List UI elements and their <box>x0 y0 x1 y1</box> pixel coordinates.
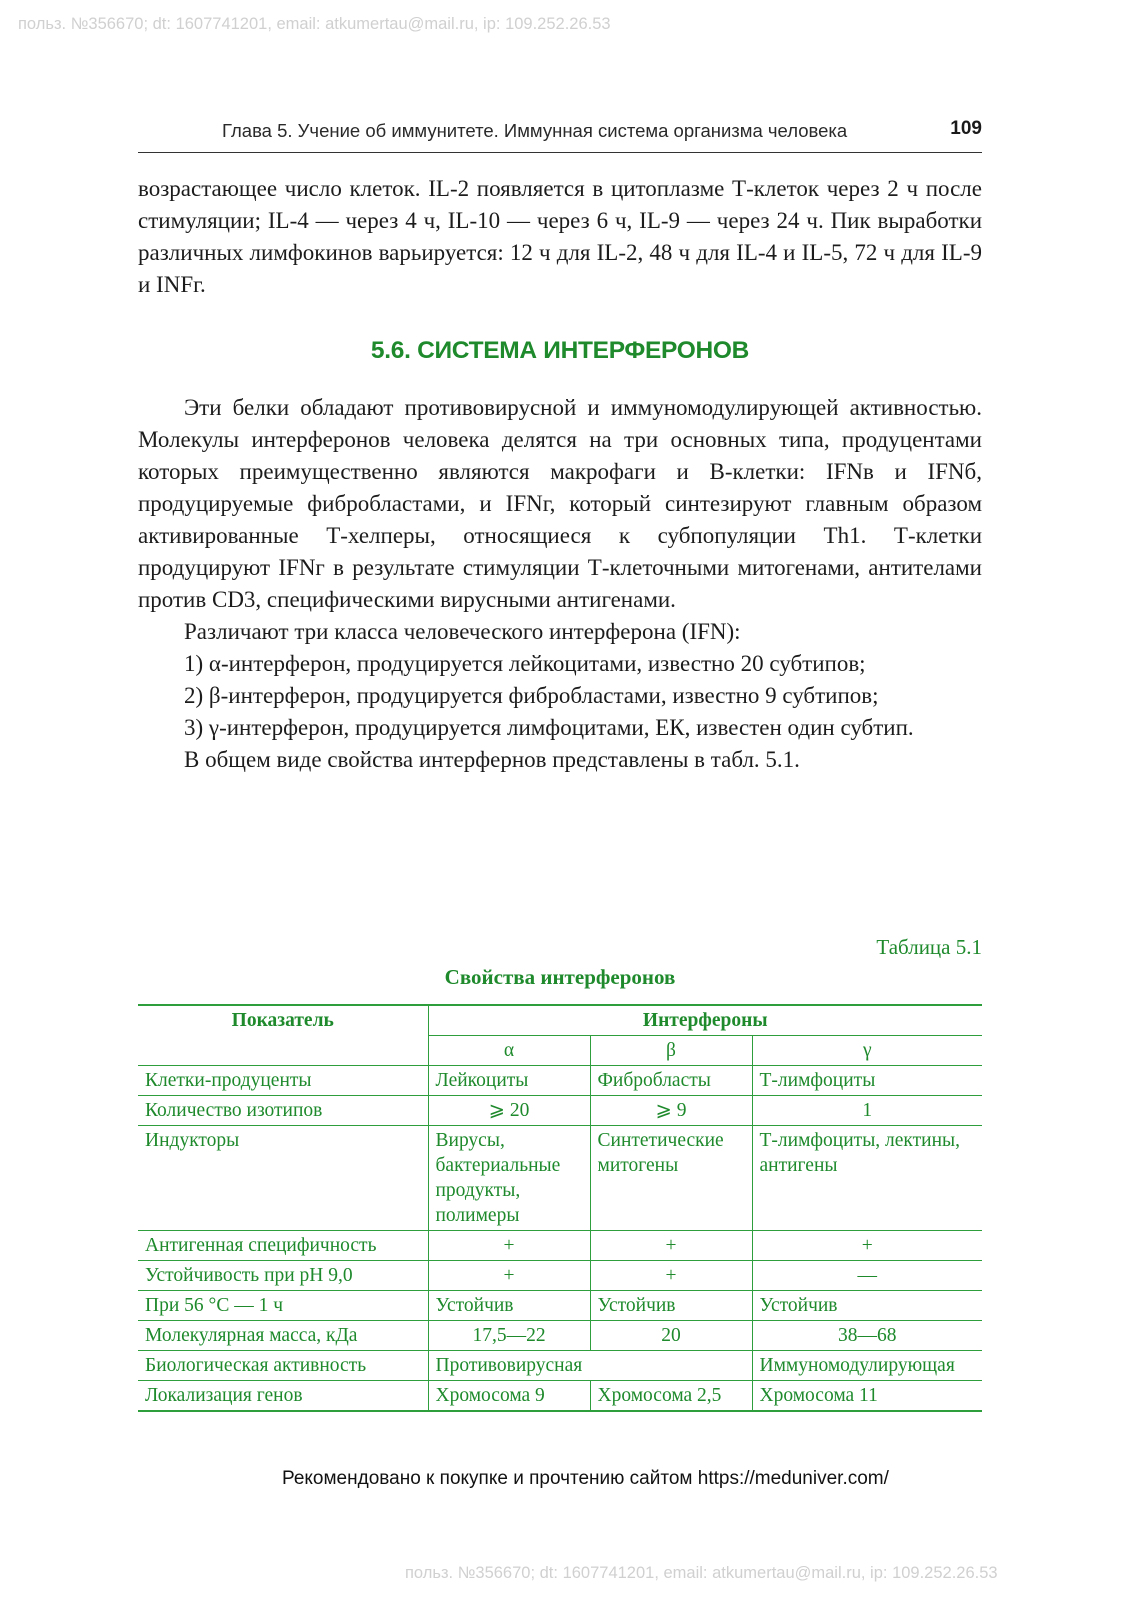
table-row <box>138 1231 982 1261</box>
table-row <box>138 1291 982 1321</box>
intro-paragraph: возрастающее число клеток. IL-2 появляется в цитоплазме Т-клеток через 2 ч после стимуляции; IL-4 — через 4 ч, IL-10 — через 6 ч, IL-9 — через 24 ч. Пик выработки различных лимфокинов варьируется: 12 ч для IL-2, 48 ч для IL-4 и IL-5, 72 ч для IL-9 и INFг. <box>138 176 982 297</box>
cell-beta: Устойчив <box>590 1291 752 1321</box>
cell-alpha: Лейкоциты <box>428 1066 590 1096</box>
cell-beta: Синтетические митогены <box>590 1126 752 1231</box>
cell-gamma: Т-лимфоциты, лектины, антигены <box>752 1126 982 1231</box>
row-label: При 56 °C — 1 ч <box>138 1291 428 1321</box>
cell-gamma: Т-лимфоциты <box>752 1066 982 1096</box>
subheader-beta: β <box>590 1036 752 1066</box>
table-row <box>138 1321 982 1351</box>
table-row <box>138 1381 982 1412</box>
header-interferons: Интерфероны <box>428 1005 982 1036</box>
cell-beta: Фибробласты <box>590 1066 752 1096</box>
cell-alpha: Устойчив <box>428 1291 590 1321</box>
watermark-bottom: польз. №356670; dt: 1607741201, email: atkumertau@mail.ru, ip: 109.252.26.53 <box>405 1564 998 1582</box>
cell-beta: + <box>590 1231 752 1261</box>
table-number: Таблица 5.1 <box>876 935 982 959</box>
classes-paragraph: Различают три класса человеческого интерферона (IFN): <box>184 619 741 644</box>
table-header-row <box>138 1005 982 1036</box>
cell-gamma: + <box>752 1231 982 1261</box>
intro-paragraph-block <box>138 173 982 301</box>
page-number: 109 <box>950 118 982 139</box>
row-label: Локализация генов <box>138 1381 428 1412</box>
table-row <box>138 1261 982 1291</box>
table-title: Свойства интерферонов <box>444 965 676 989</box>
row-label: Количество изотипов <box>138 1096 428 1126</box>
row-label: Устойчивость при pH 9,0 <box>138 1261 428 1291</box>
row-label: Клетки-продуценты <box>138 1066 428 1096</box>
subheader-alpha: α <box>428 1036 590 1066</box>
list-item-alpha: 1) α-интерферон, продуцируется лейкоцитами, известно 20 субтипов; <box>184 651 866 676</box>
row-label: Биологическая активность <box>138 1351 428 1381</box>
main-text-block <box>138 392 982 776</box>
list-item-gamma: 3) γ-интерферон, продуцируется лимфоцитами, ЕК, известен один субтип. <box>184 715 914 740</box>
cell-alpha-beta: Противовирусная <box>428 1351 752 1381</box>
cell-alpha: + <box>428 1231 590 1261</box>
table-row <box>138 1066 982 1096</box>
subheader-gamma: γ <box>752 1036 982 1066</box>
recommendation-footer: Рекомендовано к покупке и прочтению сайтом https://meduniver.com/ <box>282 1468 889 1489</box>
cell-beta: ⩾ 9 <box>590 1096 752 1126</box>
table-row <box>138 1126 982 1231</box>
row-label: Антигенная специфичность <box>138 1231 428 1261</box>
table-reference-paragraph: В общем виде свойства интерфернов представлены в табл. 5.1. <box>184 747 800 772</box>
cell-beta: + <box>590 1261 752 1291</box>
cell-beta: 20 <box>590 1321 752 1351</box>
chapter-title: Глава 5. Учение об иммунитете. Иммунная система организма человека <box>222 120 848 141</box>
cell-alpha: 17,5—22 <box>428 1321 590 1351</box>
watermark-top: польз. №356670; dt: 1607741201, email: atkumertau@mail.ru, ip: 109.252.26.53 <box>18 15 611 33</box>
running-header <box>138 116 982 153</box>
row-label: Молекулярная масса, кДа <box>138 1321 428 1351</box>
section-heading: 5.6. СИСТЕМА ИНТЕРФЕРОНОВ <box>370 337 750 364</box>
cell-gamma: 1 <box>752 1096 982 1126</box>
cell-alpha: Хромосома 9 <box>428 1381 590 1412</box>
header-indicator: Показатель <box>138 1005 428 1066</box>
cell-gamma: Устойчив <box>752 1291 982 1321</box>
interferon-properties-table <box>138 1004 982 1412</box>
main-paragraph: Эти белки обладают противовирусной и иммуномодулирующей активностью. Молекулы интерферонов человека делятся на три основных типа, продуцентами которых преимущественно являются макрофаги и В-клетки: IFNв и IFNб, продуцируемые фибробластами, и IFNг, который синтезируют главным образом активированные Т-хелперы, относящиеся к субпопуляции Th1. Т-клетки продуцируют IFNг в результате стимуляции Т-клеточными митогенами, антителами против CD3, специфическими вирусными антигенами. <box>138 395 982 612</box>
cell-gamma: 38—68 <box>752 1321 982 1351</box>
cell-beta: Хромосома 2,5 <box>590 1381 752 1412</box>
cell-alpha: + <box>428 1261 590 1291</box>
cell-alpha: ⩾ 20 <box>428 1096 590 1126</box>
table-row <box>138 1096 982 1126</box>
list-item-beta: 2) β-интерферон, продуцируется фибробластами, известно 9 субтипов; <box>184 683 879 708</box>
table-row <box>138 1351 982 1381</box>
cell-gamma: Иммуномодулирующая <box>752 1351 982 1381</box>
cell-alpha: Вирусы, бактериальные продукты, полимеры <box>428 1126 590 1231</box>
row-label: Индукторы <box>138 1126 428 1231</box>
cell-gamma: — <box>752 1261 982 1291</box>
cell-gamma: Хромосома 11 <box>752 1381 982 1412</box>
